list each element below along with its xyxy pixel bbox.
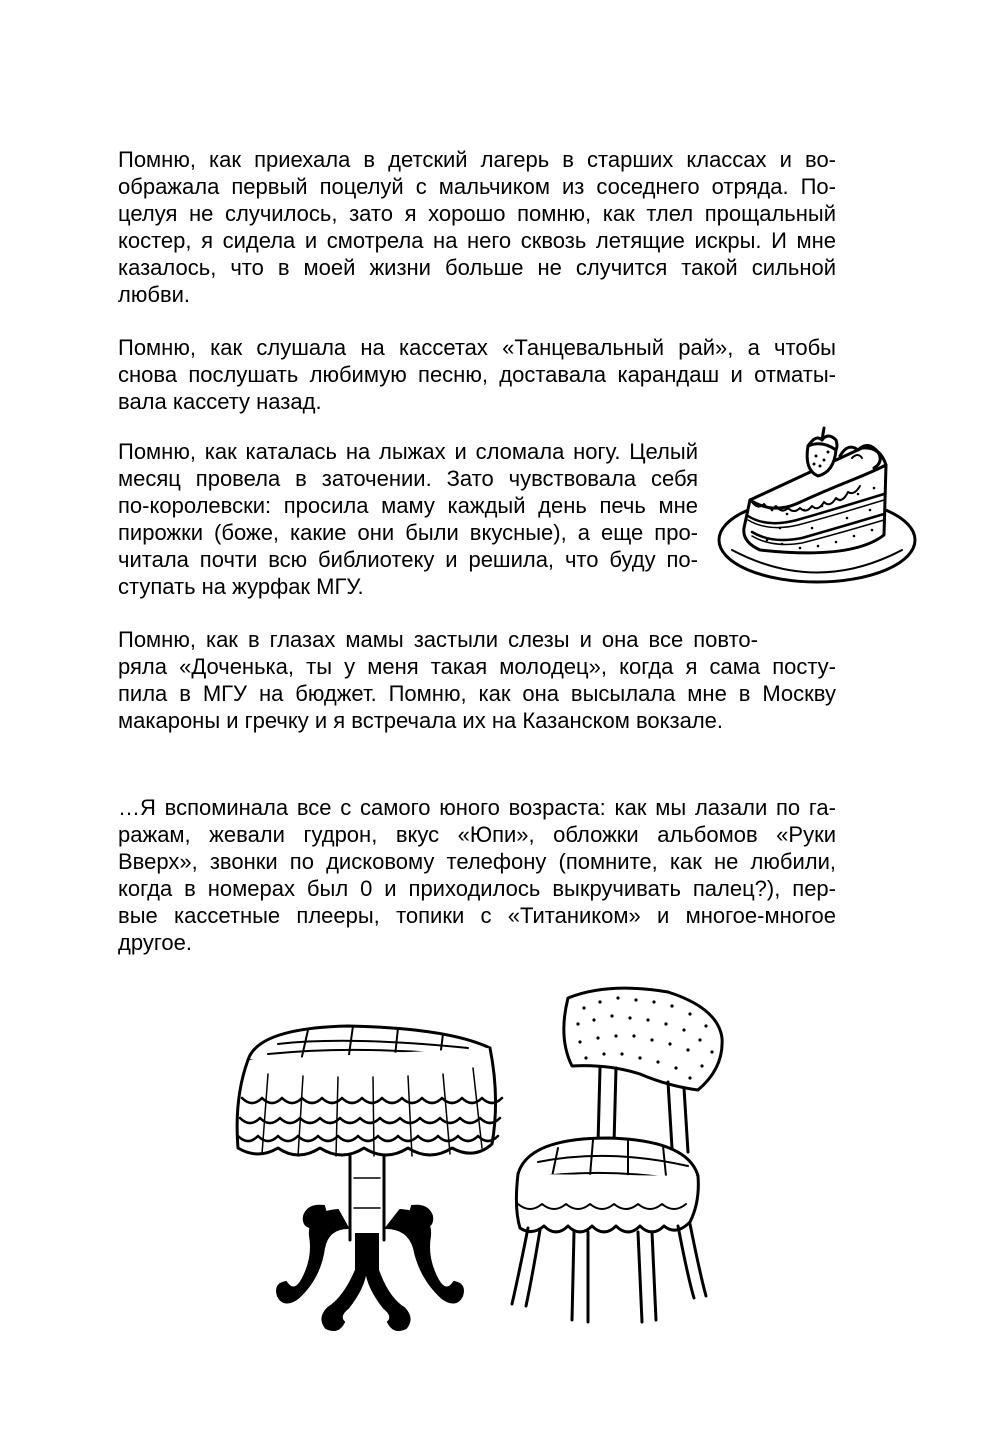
text-line: пила в МГУ на бюджет. Помню, как она высылала мне в Москву: [118, 681, 836, 706]
text-line: казалось, что в моей жизни больше не случится такой сильной: [118, 255, 836, 280]
text-line: Помню, как каталась на лыжах и сломала ногу. Целый: [118, 439, 698, 464]
text-line: костер, я сидела и смотрела на него сквозь летящие искры. И мне: [118, 228, 836, 253]
text-line: ступать на журфак МГУ.: [118, 574, 364, 599]
text-line: ображала первый поцелуй с мальчиком из соседнего отряда. По-: [118, 174, 836, 199]
text-line: другое.: [118, 930, 192, 955]
table-and-chair-icon: [228, 978, 738, 1338]
paragraph-2: [118, 334, 836, 415]
text-line: целуя не случилось, зато я хорошо помню, как тлел прощальный: [118, 201, 836, 226]
paragraph-3: [118, 438, 698, 600]
text-line: читала почти всю библиотеку и решила, что буду по-: [118, 547, 698, 572]
text-line: ряла «Доченька, ты у меня такая молодец», когда я сама посту-: [118, 654, 836, 679]
text-line: вала кассету назад.: [118, 389, 322, 414]
paragraph-5: [118, 794, 836, 956]
text-line: макароны и гречку и я встречала их на Казанском вокзале.: [118, 708, 723, 733]
text-line: любви.: [118, 282, 191, 307]
text-line: Вверх», звонки по дисковому телефону (помните, как не любили,: [118, 849, 836, 874]
text-line: ражам, жевали гудрон, вкус «Юпи», обложки альбомов «Руки: [118, 822, 836, 847]
text-line: месяц провела в заточении. Зато чувствовала себя: [118, 466, 698, 491]
text-line: когда в номерах был 0 и приходилось выкручивать палец?), пер-: [118, 876, 836, 901]
text-line: Помню, как приехала в детский лагерь в старших классах и во-: [118, 147, 836, 172]
text-line: по-королевски: просила маму каждый день печь мне: [118, 493, 698, 518]
text-line: …Я вспоминала все с самого юного возраста: как мы лазали по га-: [118, 795, 836, 820]
paragraph-1: [118, 146, 836, 308]
text-line: снова послушать любимую песню, доставала карандаш и отматы-: [118, 362, 836, 387]
text-line: вые кассетные плееры, топики с «Титаником» и многое-многое: [118, 903, 836, 928]
paragraph-4: [118, 626, 836, 734]
text-line: Помню, как в глазах мамы застыли слезы и она все повто-: [118, 627, 758, 652]
cake-slice-with-strawberry-icon: [712, 410, 922, 590]
text-line: пирожки (боже, какие они были вкусные), а еще про-: [118, 520, 698, 545]
text-line: Помню, как слушала на кассетах «Танцевальный рай», а чтобы: [118, 335, 836, 360]
